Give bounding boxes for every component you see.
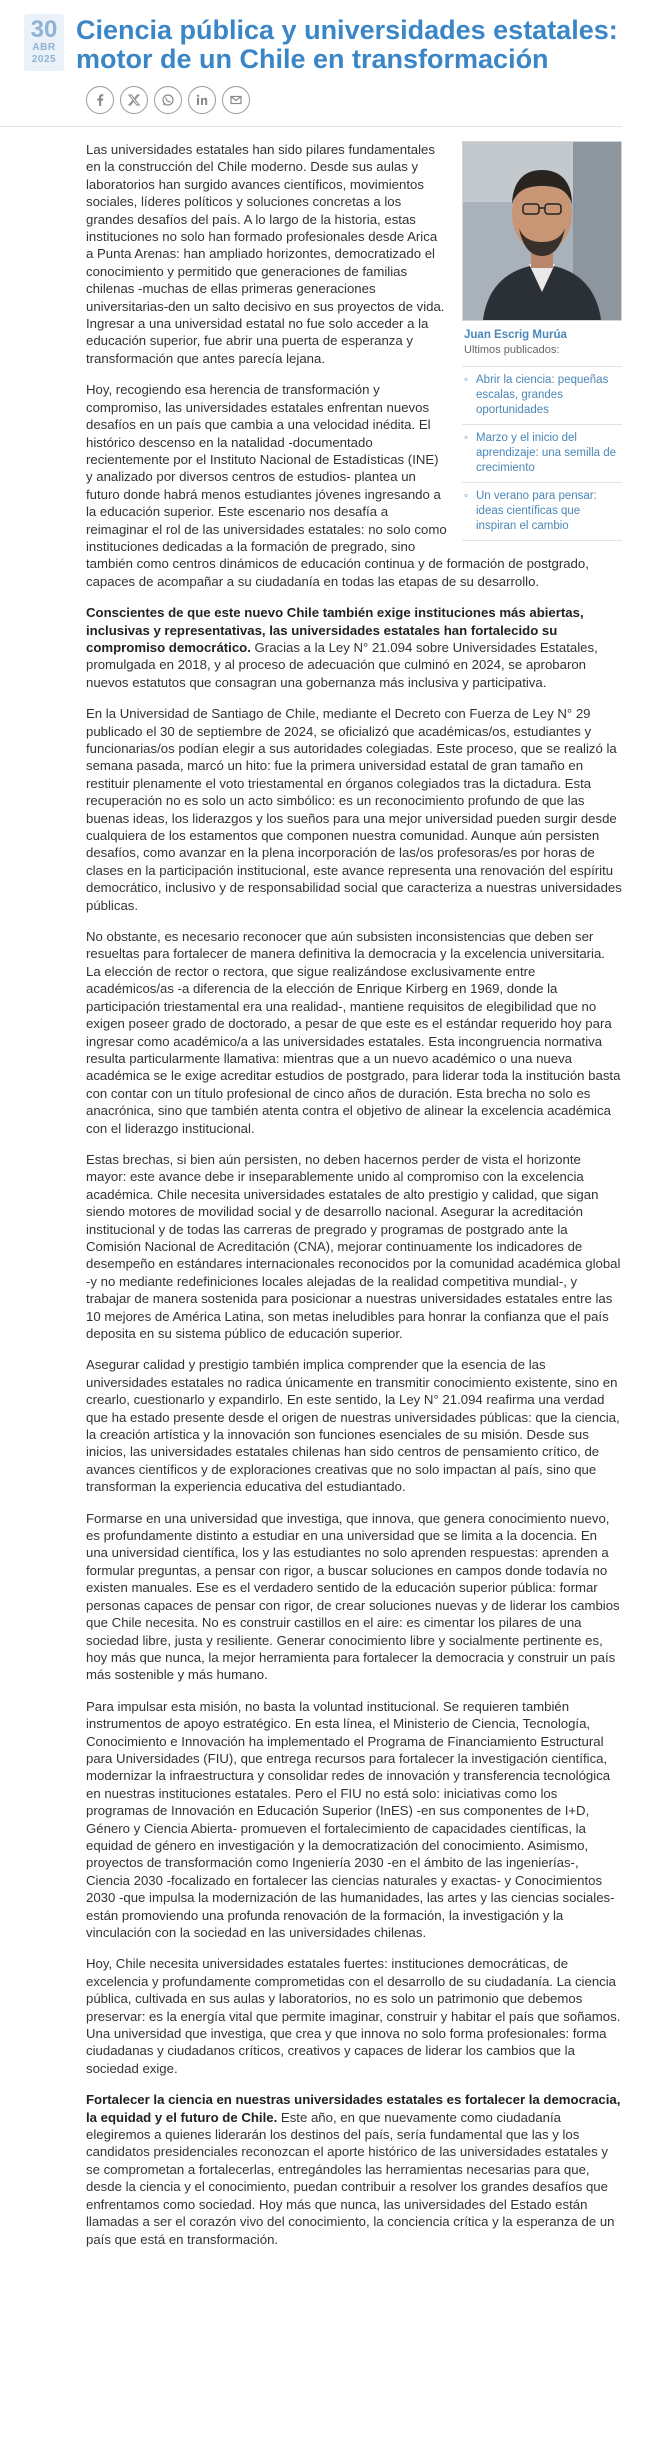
body-paragraph: Las universidades estatales han sido pilares fundamentales en la construcción del Chile moderno. Desde sus aulas y laboratorios han surgido avances científicos, movimientos sociales, líderes políticos y soluciones concretas a los grandes desafíos del país. A lo largo de la historia, estas instituciones no solo han formado profesionales desde Arica a Punta Arenas: han ampliado horizontes, democratizado el conocimiento y permitido que generaciones de familias chilenas -muchas de ellas primeras generaciones universitarias-den un salto decisivo en sus proyectos de vida. Ingresar a una universidad estatal no fue solo acceder a la educación superior, fue abrir una puerta de esperanza y transformación que antes parecía lejana. (86, 142, 445, 366)
author-posts-list (462, 366, 622, 541)
email-icon[interactable] (222, 86, 250, 114)
body-paragraph: Hoy, Chile necesita universidades estatales fuertes: instituciones democráticas, de excelencia y profundamente comprometidas con el desarrollo de su ciudadanía. La ciencia pública, cultivada en sus aulas y laboratorios, no es solo un patrimonio que debemos preservar: es la energía vital que permite imaginar, construir y habitar el país que soñamos. Una universidad que investiga, que crea y que innova no solo forma profesionales: forma ciudadanas y ciudadanos críticos, creativos y capaces de liderar los cambios que la sociedad exige. (86, 1956, 621, 2076)
date-day: 30 (30, 16, 58, 43)
author-published-label: Ultimos publicados: (464, 344, 560, 356)
body-paragraph: Hoy, recogiendo esa herencia de transformación y compromiso, las universidades estatales enfrentan nuevos desafíos en un país que cambia a una velocidad inédita. El histórico descenso en la natalidad -documentado recientemente por el Instituto Nacional de Estadísticas (INE) y analizado por diversos centros de estudios- plantea un futuro donde habrá menos estudiantes jóvenes ingresando a la educación superior. Este escenario nos desafía a reimaginar el rol de las universidades estatales: no solo como instituciones dedicadas a la formación de pregrado, sino también como centros dinámicos de educación continua y de formación de postgrado, capaces de acompañar a su ciudadanía en todas las etapas de su desarrollo. (86, 382, 589, 589)
body-paragraph: Estas brechas, si bien aún persisten, no deben hacernos perder de vista el horizonte mayor: este avance debe ir inseparablemente unido al compromiso con la excelencia académica. Chile necesita universidades estatales de alto prestigio y calidad, que sigan siendo motores de movilidad social y de desarrollo nacional. Asegurar la acreditación institucional y de todas las carreras de pregrado y programas de postgrado ante la Comisión Nacional de Acreditación (CNA), mejorar continuamente los indicadores de desempeño en estándares internacionales reconocidos por la comunidad académica global -y no mediante redefiniciones locales alejadas de la realidad competitiva mundial-, y trabajar de manera sostenida para posicionar a nuestras universidades estatales entre las 10 mejores de América Latina, son metas ineludibles para honrar la confianza que el país deposita en su sistema público de educación superior. (86, 1151, 621, 1341)
body-paragraph: Para impulsar esta misión, no basta la voluntad institucional. Se requieren también instrumentos de apoyo estratégico. En esta línea, el Ministerio de Ciencia, Tecnología, Conocimiento e Innovación ha implementado el Programa de Financiamiento Estructural para Universidades (FIU), que entrega recursos para fortalecer la investigación científica, modernizar la infraestructura y consolidar redes de innovación y transferencia tecnológica en nuestras instituciones estatales. Pero el FIU no está solo: iniciativas como los programas de Innovación en Educación Superior (InES) -en sus componentes de I+D, Género y Ciencia Abierta- promueven el fortalecimiento de capacidades científicas, la equidad de género en investigación y la democratización del conocimiento. Asimismo, proyectos de transformación como Ingeniería 2030 -en el ámbito de las ingenierías-, Ciencia 2030 -focalizado en fortalecer las ciencias naturales y exactas- y Conocimientos 2030 -que impulsa la modernización de las humanidades, las artes y las ciencias sociales- están promoviendo una profunda renovación de la formación, la investigación y la vinculación con la sociedad en las universidades chilenas. (86, 1698, 615, 1940)
author-post-link[interactable]: ◦ Marzo y el inicio del aprendizaje: una semilla de crecimiento (462, 425, 622, 483)
linkedin-icon[interactable] (188, 86, 216, 114)
article-title: Ciencia pública y universidades estatales: motor de un Chile en transformación (76, 15, 618, 74)
bold-highlight: Fortalecer la ciencia en nuestras universidades estatales es fortalecer la democracia, la equidad y el futuro de Chile. (86, 2092, 621, 2125)
date-month: ABR (32, 42, 56, 53)
date-year: 2025 (31, 54, 57, 65)
body-paragraph: Formarse en una universidad que investiga, que innova, que genera conocimiento nuevo, es profundamente distinto a estudiar en una universidad que se limita a la docencia. En una universidad científica, los y las estudiantes no solo aprenden respuestas: aprenden a formular preguntas, a pensar con rigor, a buscar soluciones en campos donde todavía no existen manuales. Ese es el verdadero sentido de la educación superior pública: formar personas capaces de pensar con rigor, de crear soluciones nuevas y de liderar los cambios que Chile necesita. No es construir castillos en el aire: es cimentar los pilares de una sociedad libre, justa y resiliente. Generar conocimiento libre y socialmente pertinente es, hoy más que nunca, la mejor herramienta para fortalecer la democracia y construir un país más sostenible y más humano. (86, 1510, 620, 1683)
paragraph-text: Gracias a la Ley N° 21.094 sobre Universidades Estatales, promulgada en 2018, y al proceso de adecuación que culminó en 2024, se aprobaron nuevos estatutos que consagran una gobernanza más inclusiva y participativa. (86, 639, 598, 690)
author-photo (462, 141, 622, 321)
article-content (0, 141, 646, 2248)
body-paragraph: En la Universidad de Santiago de Chile, mediante el Decreto con Fuerza de Ley N° 29 publicado el 30 de septiembre de 2024, se oficializó que académicas/os, estudiantes y funcionarias/os podían elegir a sus autoridades colegiadas. Este proceso, que se realizó la semana pasada, marcó un hito: fue la primera universidad estatal de gran tamaño en restituir plenamente el voto triestamental en órganos colegiados tras la dictadura. Esta recuperación no es solo un acto simbólico: es un reconocimiento profundo de que las buenas ideas, los liderazgos y los sueños para una mejor universidad pueden surgir desde cualquiera de los estamentos que componen nuestra comunidad. Aunque aún persisten desafíos, como avanzar en la plena incorporación de las/os profesoras/es por horas de clases en la participación institucional, este avance representa una renovación del espíritu democrático, inclusivo y de responsabilidad social que caracteriza a nuestras universidades públicas. (86, 706, 622, 913)
author-sidebar (462, 141, 622, 541)
body-paragraph (86, 2091, 622, 2248)
author-post-link[interactable]: ◦ Un verano para pensar: ideas científicas que inspiran el cambio (462, 483, 622, 541)
body-paragraph (86, 604, 622, 691)
whatsapp-icon[interactable] (154, 86, 182, 114)
article-header (0, 0, 646, 74)
facebook-icon[interactable] (86, 86, 114, 114)
body-paragraph: No obstante, es necesario reconocer que aún subsisten inconsistencias que deben ser resueltas para fortalecer de manera definitiva la democracia y la excelencia universitaria. La elección de rector o rectora, que sigue realizándose exclusivamente entre académicos/as -a diferencia de la elección de Enrique Kirberg en 1969, donde la participación triestamental era una realidad-, mantiene requisitos de elegibilidad que no exigen poseer grado de doctorado, a pesar de que este es el estándar requerido hoy para ingresar como académico/a a las universidades estatales. Esta incongruencia normativa resulta particularmente llamativa: mientras que a un nuevo académico o una nueva académica se le exige acreditar estudios de postgrado, para liderar toda la institución basta con contar con un título profesional de cinco años de duración. Esta brecha no solo es anacrónica, sino que también atenta contra el objetivo de alinear la excelencia académica con el liderazgo institucional. (86, 929, 621, 1136)
x-twitter-icon[interactable] (120, 86, 148, 114)
body-paragraph: Asegurar calidad y prestigio también implica comprender que la esencia de las universidades estatales no radica únicamente en transmitir conocimiento existente, sino en crearlo, cuestionarlo y expandirlo. En este sentido, la Ley N° 21.094 reafirma una verdad que ha estado presente desde el origen de nuestras universidades públicas: que la ciencia, la creación artística y la innovación son funciones esenciales de su misión. Desde sus inicios, las universidades estatales chilenas han sido centros de pensamiento crítico, de avances científicos y de exploraciones creativas que no solo impactan al país, sino que transforman la experiencia educativa del estudiantado. (86, 1357, 620, 1495)
share-bar (0, 74, 622, 127)
bold-highlight: Conscientes de que este nuevo Chile también exige instituciones más abiertas, inclusivas y representativas, las universidades estatales han fortalecido su compromiso democrático. (86, 605, 584, 655)
author-post-link[interactable]: ◦ Abrir la ciencia: pequeñas escalas, grandes oportunidades (462, 367, 622, 425)
author-name[interactable]: Juan Escrig Murúa (464, 329, 567, 341)
date-badge (24, 14, 64, 71)
paragraph-text: Este año, en que nuevamente como ciudadanía elegiremos a quienes liderarán los destinos del país, sería fundamental que las y los candidatos presidenciales reconozcan el aporte histórico de las universidades estatales y se comprometan a fortalecerlas, entregándoles las herramientas necesarias para que, desde la ciencia y el conocimiento, puedan contribuir a resolver los grandes desafíos que enfrentamos como sociedad. Hoy más que nunca, las universidades del Estado están llamadas a ser el corazón vivo del conocimiento, la conciencia crítica y la esperanza de un país que está en transformación. (86, 2109, 615, 2247)
